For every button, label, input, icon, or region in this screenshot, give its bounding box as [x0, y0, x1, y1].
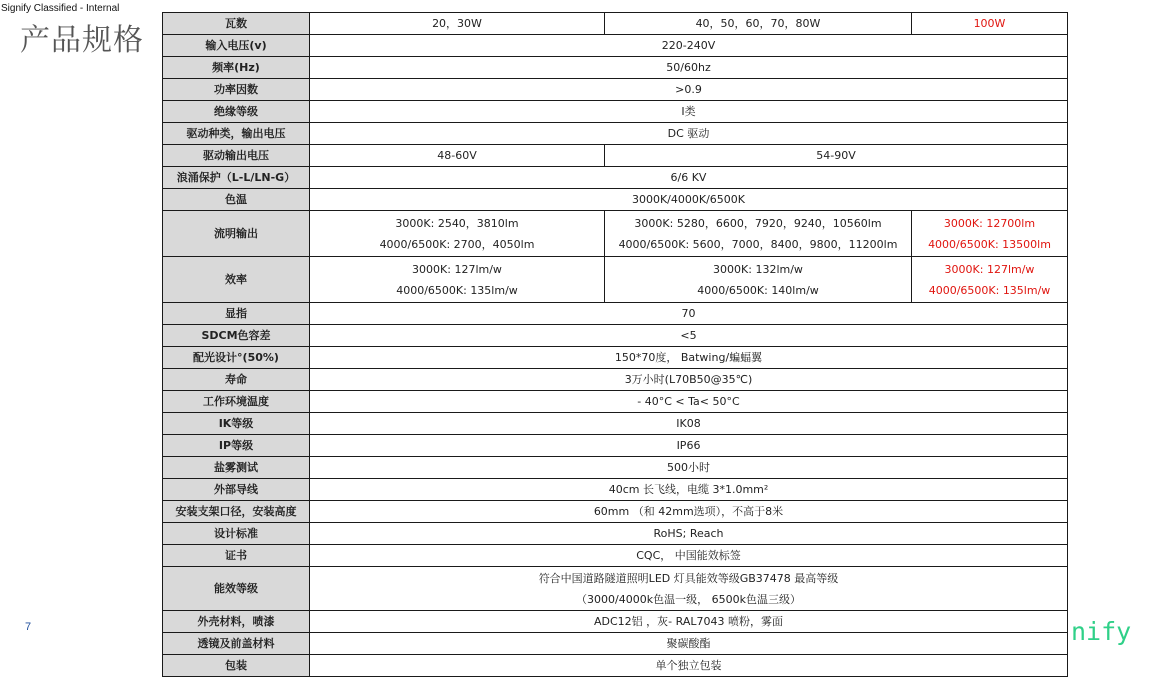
value-line: 3000K: 127lm/w: [412, 262, 502, 276]
value-line: 3000K: 5280，6600，7920，9240，10560lm: [634, 216, 882, 230]
row-value: 50/60hz: [310, 57, 1068, 79]
spec-row-salt-spray: [163, 457, 1068, 479]
row-label: 浪涌保护（L-L/LN-G）: [163, 167, 310, 189]
row-value: [310, 211, 605, 257]
row-label: IP等级: [163, 435, 310, 457]
row-value: DC 驱动: [310, 123, 1068, 145]
row-label: 显指: [163, 303, 310, 325]
row-value: I类: [310, 101, 1068, 123]
spec-row-cct: [163, 189, 1068, 211]
classification-label: Signify Classified - Internal: [1, 3, 120, 14]
spec-row-driver-type: [163, 123, 1068, 145]
row-value: <5: [310, 325, 1068, 347]
row-value: 60mm （和 42mm选项），不高于8米: [310, 501, 1068, 523]
value-line: 4000/6500K: 140lm/w: [697, 283, 819, 297]
row-label: 功率因数: [163, 79, 310, 101]
row-value: 500小时: [310, 457, 1068, 479]
row-value: [310, 567, 1068, 611]
row-label: 色温: [163, 189, 310, 211]
row-value: 3万小时(L70B50@35℃): [310, 369, 1068, 391]
row-value: 单个独立包装: [310, 655, 1068, 677]
row-value: 3000K/4000K/6500K: [310, 189, 1068, 211]
spec-row-housing: [163, 611, 1068, 633]
value-line: （3000/4000k色温一级， 6500k色温三级）: [576, 592, 801, 606]
row-label: 透镜及前盖材料: [163, 633, 310, 655]
spec-row-efficacy: [163, 257, 1068, 303]
row-label: 设计标准: [163, 523, 310, 545]
row-value: [912, 211, 1068, 257]
value-line: 符合中国道路隧道照明LED 灯具能效等级GB37478 最高等级: [538, 571, 839, 585]
spec-row-lens: [163, 633, 1068, 655]
value-line: 4000/6500K: 13500lm: [928, 237, 1051, 251]
spec-row-driver-output: [163, 145, 1068, 167]
row-value: IP66: [310, 435, 1068, 457]
spec-row-insulation: [163, 101, 1068, 123]
spec-row-lifetime: [163, 369, 1068, 391]
row-label: 安装支架口径，安装高度: [163, 501, 310, 523]
row-value: CQC， 中国能效标签: [310, 545, 1068, 567]
spec-row-mounting: [163, 501, 1068, 523]
spec-row-ip: [163, 435, 1068, 457]
value-line: 4000/6500K: 2700，4050lm: [379, 237, 535, 251]
spec-row-certificate: [163, 545, 1068, 567]
row-value: 70: [310, 303, 1068, 325]
row-value: >0.9: [310, 79, 1068, 101]
row-value: [605, 257, 912, 303]
row-label: 寿命: [163, 369, 310, 391]
row-value: 聚碳酸酯: [310, 633, 1068, 655]
value-line: 3000K: 127lm/w: [944, 262, 1035, 276]
row-label: 效率: [163, 257, 310, 303]
row-value: 48-60V: [310, 145, 605, 167]
row-value: [605, 211, 912, 257]
row-value: 54-90V: [605, 145, 1068, 167]
spec-table: [162, 12, 1068, 677]
spec-row-cable: [163, 479, 1068, 501]
row-value: [912, 257, 1068, 303]
row-value: 20，30W: [310, 13, 605, 35]
spec-row-optics: [163, 347, 1068, 369]
row-label: 绝缘等级: [163, 101, 310, 123]
row-value: 40cm 长飞线，电缆 3*1.0mm²: [310, 479, 1068, 501]
row-value: [310, 257, 605, 303]
row-label: 驱动种类，输出电压: [163, 123, 310, 145]
spec-row-ambient: [163, 391, 1068, 413]
row-label: 证书: [163, 545, 310, 567]
row-value: 100W: [912, 13, 1068, 35]
row-value: IK08: [310, 413, 1068, 435]
value-line: 4000/6500K: 135lm/w: [396, 283, 518, 297]
spec-row-surge: [163, 167, 1068, 189]
spec-row-sdcm: [163, 325, 1068, 347]
value-line: 3000K: 132lm/w: [713, 262, 803, 276]
value-line: 3000K: 12700lm: [943, 216, 1036, 230]
row-label: 瓦数: [163, 13, 310, 35]
row-label: 外部导线: [163, 479, 310, 501]
row-label: IK等级: [163, 413, 310, 435]
page-title: 产品规格: [20, 23, 144, 58]
row-value: - 40°C < Ta< 50°C: [310, 391, 1068, 413]
row-label: 配光设计°(50%): [163, 347, 310, 369]
spec-row-input-voltage: [163, 35, 1068, 57]
spec-row-cri: [163, 303, 1068, 325]
row-value: ADC12铝 ，灰- RAL7043 喷粉，雾面: [310, 611, 1068, 633]
value-line: 4000/6500K: 5600，7000，8400，9800，11200lm: [618, 237, 898, 251]
spec-row-power-factor: [163, 79, 1068, 101]
spec-row-ik: [163, 413, 1068, 435]
value-line: 3000K: 2540，3810lm: [395, 216, 519, 230]
row-value: 150*70度， Batwing/蝙蝠翼: [310, 347, 1068, 369]
spec-row-energy-class: [163, 567, 1068, 611]
row-label: 频率(Hz): [163, 57, 310, 79]
row-label: 工作环境温度: [163, 391, 310, 413]
spec-row-packaging: [163, 655, 1068, 677]
brand-logo-fragment: nify: [1071, 617, 1132, 646]
row-label: 盐雾测试: [163, 457, 310, 479]
row-value: 6/6 KV: [310, 167, 1068, 189]
spec-row-standard: [163, 523, 1068, 545]
row-label: 包装: [163, 655, 310, 677]
value-line: 4000/6500K: 135lm/w: [928, 283, 1051, 297]
row-label: 流明输出: [163, 211, 310, 257]
row-value: 220-240V: [310, 35, 1068, 57]
row-label: 外壳材料，喷漆: [163, 611, 310, 633]
row-label: SDCM色容差: [163, 325, 310, 347]
row-value: RoHS; Reach: [310, 523, 1068, 545]
row-value: 40，50，60，70，80W: [605, 13, 912, 35]
row-label: 输入电压(v): [163, 35, 310, 57]
spec-row-flux: [163, 211, 1068, 257]
spec-row-frequency: [163, 57, 1068, 79]
spec-row-wattage: [163, 13, 1068, 35]
row-label: 驱动输出电压: [163, 145, 310, 167]
row-label: 能效等级: [163, 567, 310, 611]
page-number: 7: [25, 621, 32, 633]
